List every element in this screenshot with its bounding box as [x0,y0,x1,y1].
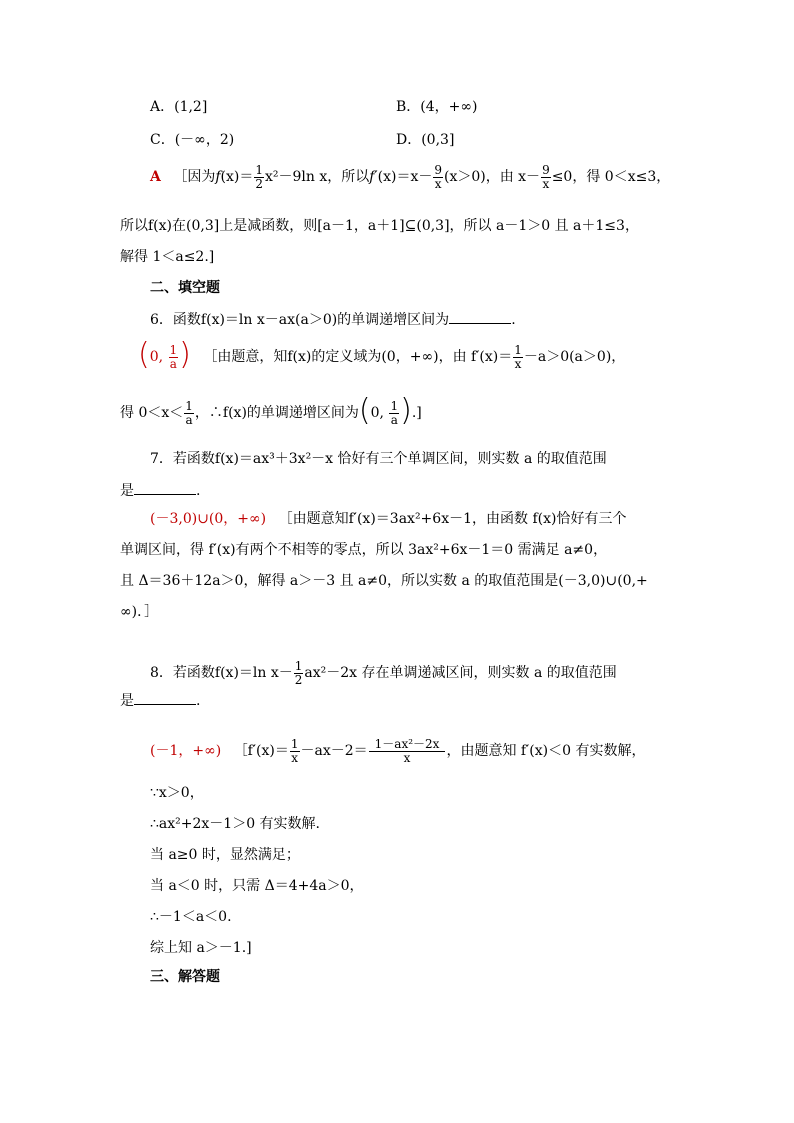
section-heading-fill-blank: 二、填空题 [150,280,220,296]
q6-stem: 6．函数f(x)＝ln x－ax(a＞0)的单调递增区间为 . [150,312,516,328]
q7-solution-line3: 且 Δ＝36＋12a＞0，解得 a＞－3 且 a≠0，所以实数 a 的取值范围是(－3,0)∪(0,+ [120,573,648,589]
q7-stem-line1: 7．若函数f(x)＝ax³＋3x²－x 恰好有三个单调区间，则实数 a 的取值范围 [150,451,607,467]
q5-answer: A [150,169,161,186]
q6-answer: (0, $\frac{1}{a}$ ) [138,337,191,372]
option-c: C．(－∞，2) [150,132,235,148]
q6-solution-line1: (0, $\frac{1}{a}$ ) ［由题意，知f(x)的定义域为(0，+∞)，由 f′(x)＝ $\frac{1}{x}$ －a＞0(a＞0)， [138,337,626,372]
answer-blank [449,311,511,324]
q5-solution-line1: A ［因为f(x)＝ $\frac{1}{2}$ x²－9ln x，所以f′(x)＝x－ $\frac{9}{x}$ (x＞0)，由 x－ $\frac{9}{x}$ ≤0，得 0＜x≤3， [150,163,671,191]
q7-stem-line2: 是 . [120,483,201,499]
option-d: D．(0,3] [396,132,455,148]
q8-solution-line4: 当 a≥0 时，显然满足； [150,847,300,863]
q8-solution-line5: 当 a＜0 时，只需 Δ＝4+4a＞0， [150,878,364,894]
fraction-nine-over-x: $\frac{9}{x}$ [434,163,442,191]
option-b: B．(4，+∞) [396,99,478,115]
option-a: A．(1,2] [150,99,208,115]
q5-solution-line2: 所以f(x)在(0,3]上是减函数，则[a－1，a＋1]⊆(0,3]，所以 a－1＞0 且 a＋1≤3， [120,218,639,234]
q8-answer: (－1，+∞) [150,743,222,760]
fraction-nine-over-x-2: $\frac{9}{x}$ [542,163,550,191]
q5-solution-line3: 解得 1＜a≤2.] [120,249,215,265]
q8-solution-line1: (－1，+∞) ［f′(x)＝ $\frac{1}{x}$ －ax－2＝ $\frac{\text{1－ax²－2x}}{x}$ ，由题意知 f′(x)＜0 有实数解， [150,737,646,765]
q7-solution-line4: ∞)．］ [120,604,159,620]
fraction-big: $\frac{\text{1－ax²－2x}}{x}$ [369,738,446,764]
q8-stem-line1: 8．若函数f(x)＝ln x－ $\frac{1}{2}$ ax²－2x 存在单调递减区间，则实数 a 的取值范围 [150,659,617,687]
q7-solution-line1: (－3,0)∪(0，+∞) ［由题意知f′(x)＝3ax²+6x－1，由函数 f(x)恰好有三个 [150,511,627,527]
answer-blank [134,482,196,495]
section-heading-answer: 三、解答题 [150,969,220,985]
answer-blank [134,692,196,705]
q8-solution-line3: ∴ax²+2x－1＞0 有实数解. [150,816,321,832]
q7-answer: (－3,0)∪(0，+∞) [150,511,267,527]
q8-solution-line7: 综上知 a＞－1.] [150,940,252,956]
q8-solution-line6: ∴－1＜a＜0. [150,909,232,925]
q8-stem-line2: 是 . [120,693,201,709]
q7-solution-line2: 单调区间，得 f′(x)有两个不相等的零点，所以 3ax²+6x－1＝0 需满足 a≠0， [120,542,608,558]
fraction-one-half: $\frac{1}{2}$ [255,163,263,191]
q6-solution-line2: 得 0＜x＜ $\frac{1}{a}$ ，∴f(x)的单调递增区间为(0, $\frac{1}{a}$ ).] [120,393,422,428]
q8-solution-line2: ∵x＞0， [150,785,204,801]
